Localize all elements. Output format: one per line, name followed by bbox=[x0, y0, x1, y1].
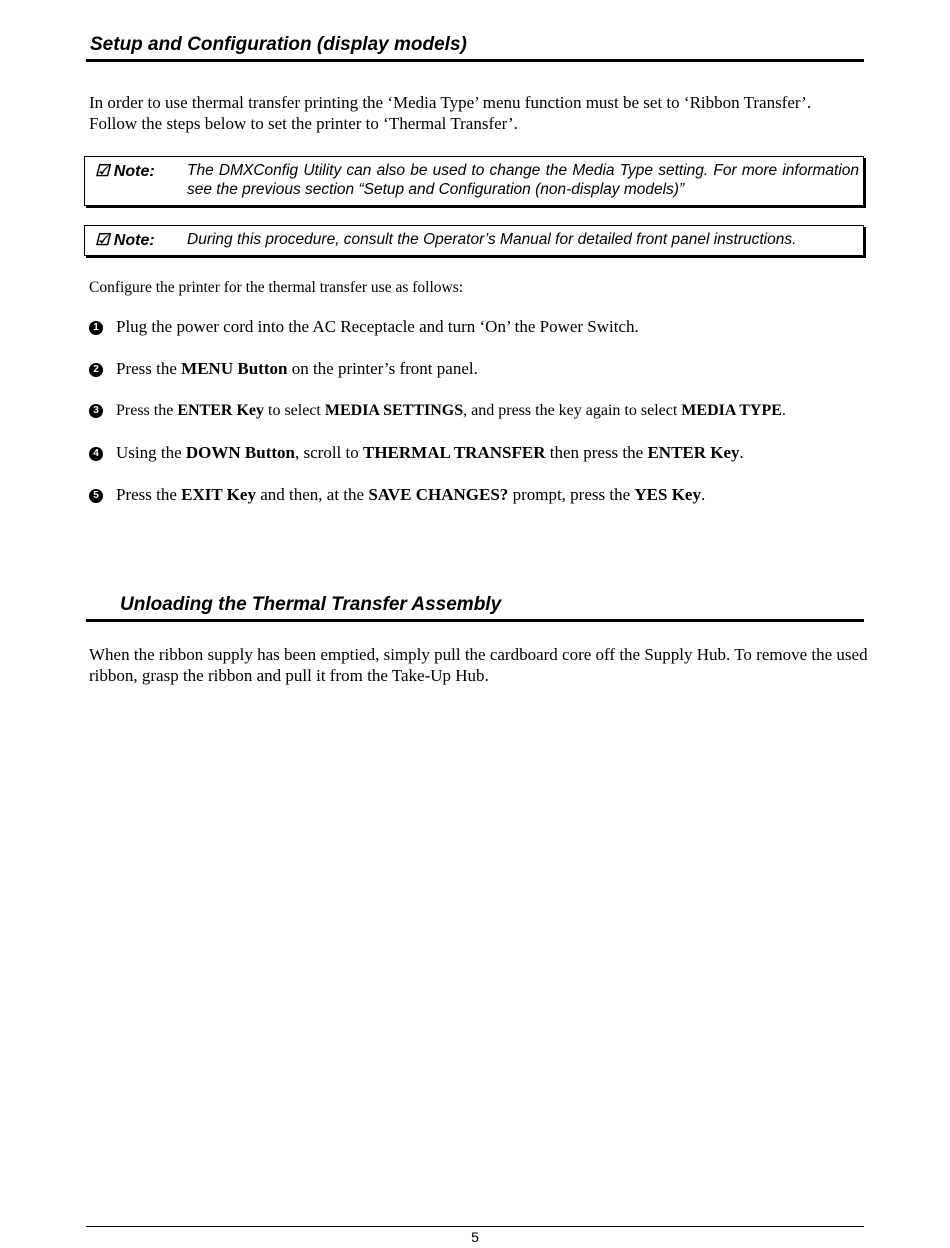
step-keyword: SAVE CHANGES? bbox=[368, 485, 509, 504]
step-keyword: YES Key bbox=[634, 485, 701, 504]
section-title-setup: Setup and Configuration (display models) bbox=[90, 34, 467, 55]
step-4 bbox=[89, 443, 889, 463]
step-text-run: . bbox=[700, 485, 706, 504]
step-number-icon: 5 bbox=[89, 489, 103, 503]
step-text bbox=[116, 443, 744, 462]
step-text bbox=[116, 359, 478, 378]
step-text-run: and then, at the bbox=[255, 485, 369, 504]
step-2 bbox=[89, 359, 889, 379]
step-text-run: Using the bbox=[116, 443, 186, 462]
step-keyword: MEDIA TYPE bbox=[681, 402, 782, 419]
step-5 bbox=[89, 485, 889, 505]
step-text-run: to select bbox=[264, 402, 325, 419]
step-text-run: . bbox=[781, 402, 786, 419]
step-text-run: , and press the key again to select bbox=[463, 402, 682, 419]
step-keyword: THERMAL TRANSFER bbox=[363, 443, 546, 462]
step-number-icon: 4 bbox=[89, 447, 103, 461]
note-label: ☑ Note: bbox=[95, 232, 155, 249]
checkbox-icon: ☑ bbox=[95, 232, 110, 249]
step-text bbox=[116, 485, 705, 504]
step-1 bbox=[89, 317, 889, 337]
step-keyword: MEDIA SETTINGS bbox=[324, 402, 464, 419]
step-text-run: Press the bbox=[116, 402, 178, 419]
section-title-unloading: Unloading the Thermal Transfer Assembly bbox=[120, 594, 502, 615]
step-keyword: MENU Button bbox=[181, 359, 288, 378]
note-label: ☑ Note: bbox=[95, 163, 155, 180]
footer-rule bbox=[86, 1226, 864, 1227]
step-keyword: DOWN Button bbox=[185, 443, 295, 462]
step-text-run: , scroll to bbox=[295, 443, 363, 462]
step-text-run: . bbox=[739, 443, 744, 462]
step-text-run: prompt, press the bbox=[508, 485, 635, 504]
step-number-icon: 1 bbox=[89, 321, 103, 335]
step-keyword: ENTER Key bbox=[647, 443, 740, 462]
step-keyword: EXIT Key bbox=[181, 485, 256, 504]
step-text-run: Plug the power cord into the AC Receptacle and turn ‘On’ the Power Switch. bbox=[116, 317, 639, 336]
note-text: During this procedure, consult the Operator’s Manual for detailed front panel instructions. bbox=[187, 231, 797, 248]
step-text-run: on the printer’s front panel. bbox=[287, 359, 478, 378]
step-number-icon: 3 bbox=[89, 404, 103, 418]
step-keyword: ENTER Key bbox=[177, 402, 264, 419]
step-text-run: then press the bbox=[545, 443, 648, 462]
step-text-run: Press the bbox=[116, 485, 182, 504]
note-text: The DMXConfig Utility can also be used to change the Media Type setting. For more information see the previous section “Setup and Configuration (non-display models)” bbox=[187, 162, 859, 198]
step-text bbox=[116, 402, 786, 419]
checkbox-icon: ☑ bbox=[95, 163, 110, 180]
note-box-procedure bbox=[84, 225, 864, 256]
step-text-run: Press the bbox=[116, 359, 182, 378]
page-number: 5 bbox=[471, 1229, 479, 1245]
step-text bbox=[116, 317, 639, 336]
section-title-rule bbox=[86, 59, 864, 62]
configure-intro: Configure the printer for the thermal transfer use as follows: bbox=[89, 279, 464, 296]
intro-paragraph: In order to use thermal transfer printing the ‘Media Type’ menu function must be set to ‘Ribbon Transfer’. Follow the steps below to set the printer to ‘Thermal Transfer’. bbox=[89, 93, 812, 133]
section-title-rule bbox=[86, 619, 864, 622]
unloading-paragraph: When the ribbon supply has been emptied, simply pull the cardboard core off the Supply Hub. To remove the used ribbon, grasp the ribbon and pull it from the Take-Up Hub. bbox=[89, 645, 868, 685]
step-3 bbox=[89, 402, 889, 420]
note-box-dmxconfig bbox=[84, 156, 864, 206]
step-number-icon: 2 bbox=[89, 363, 103, 377]
